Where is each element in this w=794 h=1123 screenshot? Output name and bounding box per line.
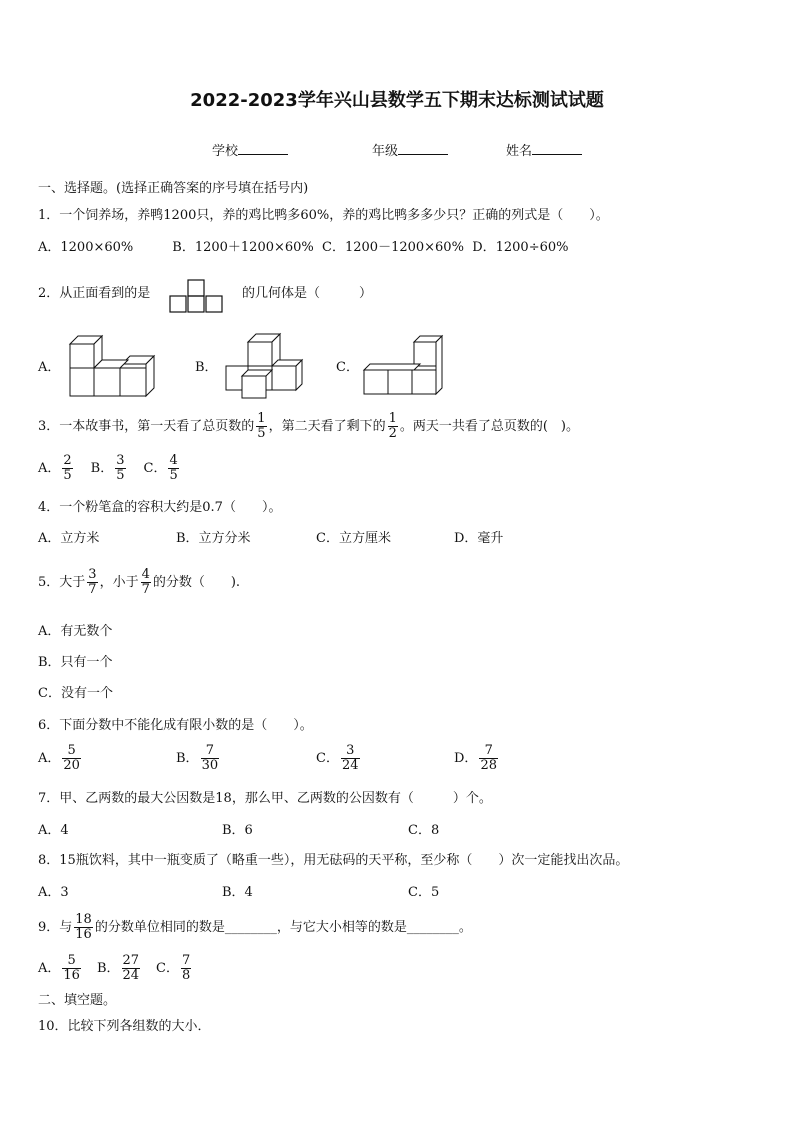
name-blank[interactable]	[532, 142, 582, 155]
q3-stem-post: 。两天一共看了总页数的( )。	[399, 418, 580, 434]
q9-option-b-label: B．	[96, 960, 120, 976]
q9-option-a[interactable]	[38, 954, 83, 983]
q7-option-b[interactable]: B．6	[222, 823, 253, 838]
q3-f2-den: 2	[388, 426, 397, 441]
school-blank[interactable]	[238, 142, 288, 155]
q6-option-b-den: 30	[201, 758, 219, 773]
q4-option-d[interactable]: D．毫升	[454, 531, 504, 546]
grade-blank[interactable]	[398, 142, 448, 155]
q6-option-d-num: 7	[484, 743, 493, 758]
q6-option-a-num: 5	[67, 743, 76, 758]
q3-option-c-num: 4	[169, 453, 178, 468]
q3-f2-num: 1	[388, 411, 397, 426]
q5-option-b[interactable]: B．只有一个	[38, 655, 113, 670]
q6-option-a-label: A．	[38, 750, 61, 766]
q4-stem: 4．一个粉笔盒的容积大约是0.7（ ）。	[38, 500, 282, 515]
q6-option-a[interactable]	[38, 744, 83, 773]
q5-option-a[interactable]: A．有无数个	[38, 624, 113, 639]
q9-option-a-fraction	[62, 954, 81, 983]
q6-option-d-fraction	[479, 744, 498, 773]
q9-option-a-num: 5	[67, 953, 76, 968]
q9-option-b-fraction	[122, 954, 141, 983]
q6-option-c-den: 24	[341, 758, 359, 773]
q6-option-c-label: C．	[316, 750, 339, 766]
q7-option-a[interactable]: A．4	[38, 823, 69, 838]
q1-stem: 1．一个饲养场，养鸭1200只，养的鸡比鸭多60%，养的鸡比鸭多多少只？正确的列式是（ ）。	[38, 208, 609, 223]
q3-option-a-label: A．	[38, 460, 61, 476]
q3-stem-pre: 3．一本故事书，第一天看了总页数的	[38, 418, 255, 434]
q3-option-b[interactable]	[91, 454, 128, 483]
q2-option-a-label: A．	[38, 360, 61, 375]
q6-option-d-label: D．	[454, 750, 478, 766]
q3-option-a-den: 5	[63, 468, 72, 483]
q3-f1-num: 1	[257, 411, 266, 426]
q4-option-a[interactable]: A．立方米	[38, 531, 100, 546]
q6-option-b-num: 7	[205, 743, 214, 758]
q6-option-d[interactable]	[454, 744, 500, 773]
q9-option-c-den: 8	[182, 968, 191, 983]
q4-option-c[interactable]: C．立方厘米	[316, 531, 391, 546]
q5-f2-num: 4	[141, 567, 150, 582]
q6-option-a-den: 20	[63, 758, 80, 773]
grade-field	[372, 142, 448, 160]
q9-option-b-num: 27	[122, 953, 140, 968]
q5-stem	[38, 568, 240, 597]
grade-label: 年级	[372, 144, 399, 159]
q5-stem-post: 的分数（ ).	[152, 574, 241, 590]
q9-f-den: 16	[75, 927, 92, 942]
q8-stem: 8．15瓶饮料，其中一瓶变质了（略重一些），用无砝码的天平称，至少称（ ）次一定能找出次品。	[38, 853, 629, 868]
q3-option-a-num: 2	[63, 453, 72, 468]
q2-option-c-figure[interactable]	[360, 332, 448, 400]
q3-option-c-label: C．	[143, 460, 167, 476]
q9-option-c-fraction	[181, 954, 191, 983]
q9-stem-mid: 的分数单位相同的数是________，与它大小相等的数是________。	[94, 919, 472, 935]
q3-options	[38, 454, 181, 483]
q3-stem-mid: ，第二天看了剩下的	[268, 418, 386, 434]
q2-stem-pre: 2．从正面看到的是	[38, 286, 151, 301]
q9-fraction	[74, 913, 93, 942]
q5-f1-den: 7	[88, 582, 97, 597]
q9-f-num: 18	[75, 912, 92, 927]
q9-option-c-label: C．	[156, 960, 179, 976]
q5-option-c[interactable]: C．没有一个	[38, 686, 113, 701]
q5-fraction-1	[87, 568, 97, 597]
q5-stem-pre: 5．大于	[38, 574, 86, 590]
q6-option-b-fraction	[201, 744, 220, 773]
q3-option-c-fraction	[168, 454, 178, 483]
q2-option-b-figure[interactable]	[222, 332, 306, 400]
q8-option-a[interactable]: A．3	[38, 885, 69, 900]
q5-fraction-2	[141, 568, 151, 597]
q3-option-a-fraction	[62, 454, 72, 483]
q3-option-b-label: B．	[90, 460, 114, 476]
q3-option-b-den: 5	[116, 468, 125, 483]
q2-option-b-label: B．	[195, 360, 218, 375]
q9-option-a-label: A．	[38, 960, 61, 976]
page-title: 2022-2023学年兴山县数学五下期末达标测试试题	[190, 90, 604, 111]
q4-option-b[interactable]: B．立方分米	[176, 531, 251, 546]
q6-option-b-label: B．	[176, 750, 199, 766]
section-choice-heading: 一、选择题。(选择正确答案的序号填在括号内)	[38, 181, 309, 196]
q6-stem: 6．下面分数中不能化成有限小数的是（ ）。	[38, 718, 313, 733]
q6-option-b[interactable]	[176, 744, 221, 773]
q3-option-c[interactable]	[144, 454, 181, 483]
q8-option-b[interactable]: B．4	[222, 885, 253, 900]
q3-option-a[interactable]	[38, 454, 75, 483]
q6-option-c[interactable]	[316, 744, 362, 773]
q5-f2-den: 7	[141, 582, 150, 597]
q9-option-c-num: 7	[182, 953, 191, 968]
q6-option-c-num: 3	[346, 743, 355, 758]
q10-stem: 10．比较下列各组数的大小．	[38, 1019, 211, 1034]
q7-option-c[interactable]: C．8	[408, 823, 440, 838]
name-label: 姓名	[506, 144, 533, 159]
q6-option-a-fraction	[62, 744, 81, 773]
q3-option-c-den: 5	[169, 468, 178, 483]
q6-option-c-fraction	[341, 744, 360, 773]
q2-option-c-label: C．	[336, 360, 359, 375]
q9-stem-pre: 9．与	[38, 919, 73, 935]
q7-stem: 7．甲、乙两数的最大公因数是18，那么甲、乙两数的公因数有（ ）个。	[38, 791, 492, 806]
q3-option-b-fraction	[115, 454, 125, 483]
q9-stem	[38, 913, 472, 942]
q9-option-c[interactable]	[156, 954, 193, 983]
q6-option-d-den: 28	[480, 758, 497, 773]
q3-option-b-num: 3	[116, 453, 125, 468]
q9-option-b[interactable]	[97, 954, 142, 983]
name-field	[506, 142, 582, 160]
q5-f1-num: 3	[88, 567, 97, 582]
q8-option-c[interactable]: C．5	[408, 885, 440, 900]
q9-option-a-den: 16	[63, 968, 80, 983]
school-field	[212, 142, 288, 160]
q3-fraction-1	[256, 412, 266, 441]
section-fill-heading: 二、填空题。	[38, 993, 117, 1008]
school-label: 学校	[212, 144, 239, 159]
q1-options: A．1200×60% B．1200＋1200×60% C．1200－1200×60% D．1200÷60%	[38, 240, 569, 255]
q2-stem-post: 的几何体是（ ）	[242, 286, 373, 301]
q9-options	[38, 954, 193, 983]
q3-f1-den: 5	[257, 426, 266, 441]
q2-option-a-figure[interactable]	[64, 334, 164, 400]
q3-stem	[38, 412, 579, 441]
q5-stem-mid: ，小于	[99, 574, 139, 590]
q9-option-b-den: 24	[122, 968, 140, 983]
q3-fraction-2	[388, 412, 398, 441]
q2-front-view-figure	[168, 278, 226, 314]
